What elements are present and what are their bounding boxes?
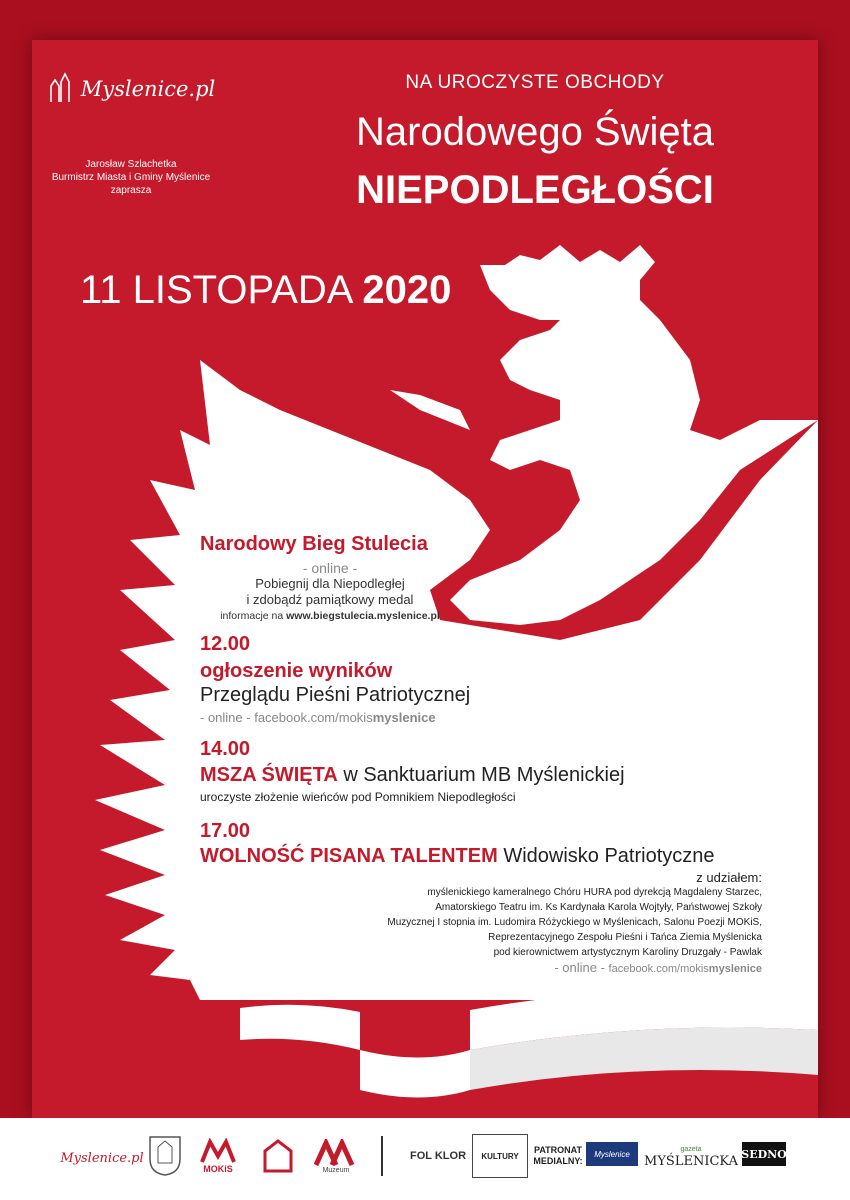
mass-subtitle: uroczyste złożenie wieńców pod Pomnikiem Niepodległości [200,790,516,804]
results-time: 12.00 [200,633,251,655]
show-credit-5: pod kierownictwem artystycznym Karoliny Druzgały - Pawlak [493,947,762,958]
mass-place: w Sanktuarium MB Myślenickiej [343,764,625,786]
kultura-logo: KULTURY [472,1134,528,1178]
event-date [80,268,451,313]
show-facebook-link[interactable]: facebook.com/mokismyslenice [608,963,762,975]
results-subtitle: Przeglądu Pieśni Patriotycznej [200,684,471,706]
mayor-title: Burmistrz Miasta i Gminy Myślenice [51,171,211,183]
show-title: WOLNOŚĆ PISANA TALENTEM [200,845,498,867]
date-year: 2020 [362,268,452,312]
sedno-logo: SEDNO [742,1142,786,1166]
run-line2: i zdobądź pamiątkowy medal [246,592,414,607]
run-online: - online - [302,560,358,576]
museum-logo: Muzeum [308,1132,364,1180]
gazeta-myslenicka-logo: gazeta MYŚLENICKA [644,1146,738,1169]
mass-title: MSZA ŚWIĘTA [200,764,338,786]
run-line1: Pobiegnij dla Niepodległej [255,576,405,591]
church-icon [47,72,77,106]
media-myslenice-logo: Myslenice [586,1142,638,1166]
show-credit-3: Muzycznej I stopnia im. Ludomira Różyckiego w Myślenicach, Salonu Poezji MOKiS, [387,917,762,928]
results-online: - online - facebook.com/mokismyslenice [200,710,436,725]
mokis-logo: MOKiS [196,1132,240,1180]
date-day-month: 11 LISTOPADA [80,268,352,312]
show-title-line [200,845,715,868]
show-credit-4: Reprezentacyjnego Zespołu Pieśni i Tańca Ziemia Myślenicka [488,932,762,943]
mass-time: 14.00 [200,738,251,760]
results-title: ogłoszenie wyników [200,660,393,682]
header-title: Narodowego Święta [356,110,714,154]
show-credit-2: Amatorskiego Teatru im. Ks Kardynała Karola Wojtyły, Państwowej Szkoły [435,902,762,913]
show-time: 17.00 [200,820,251,842]
show-subtitle: Widowisko Patriotyczne [503,845,715,867]
show-lead: z udziałem: [696,870,762,885]
sponsors-footer [0,1118,850,1200]
results-facebook-link[interactable]: facebook.com/mokismyslenice [254,710,436,725]
myslenice-logo [32,40,230,138]
run-info: informacje na www.biegstulecia.myslenice.pl [220,610,440,622]
mass-title-line [200,764,625,787]
show-credits [322,870,762,977]
header-kicker: NA UROCZYSTE OBCHODY [405,72,665,93]
run-title: Narodowy Bieg Stulecia [200,533,428,555]
media-patronage-label: PATRONAT MEDIALNY: [533,1145,583,1166]
show-credit-1: myślenickiego kameralnego Chóru HURA pod dyrekcją Magdaleny Starzec, [427,887,762,898]
header-title-bold: NIEPODLEGŁOŚCI [356,168,714,212]
run-url-link[interactable]: www.biegstulecia.myslenice.pl [286,610,440,622]
vertical-mark-icon [374,1132,390,1180]
folklor-logo: FOL KLOR [410,1150,467,1162]
mayor-invitation [32,143,230,211]
footer-myslenice-logo: Myslenice.pl [60,1150,144,1166]
mayor-name: Jarosław Szlachetka [85,158,177,170]
logo-text: Myslenice.pl [80,77,216,101]
show-online: - online - facebook.com/mokismyslenice [554,960,762,975]
library-logo [254,1132,302,1180]
town-crest-icon [146,1130,184,1180]
run-details [200,560,460,624]
mayor-invites: zaprasza [110,184,152,196]
